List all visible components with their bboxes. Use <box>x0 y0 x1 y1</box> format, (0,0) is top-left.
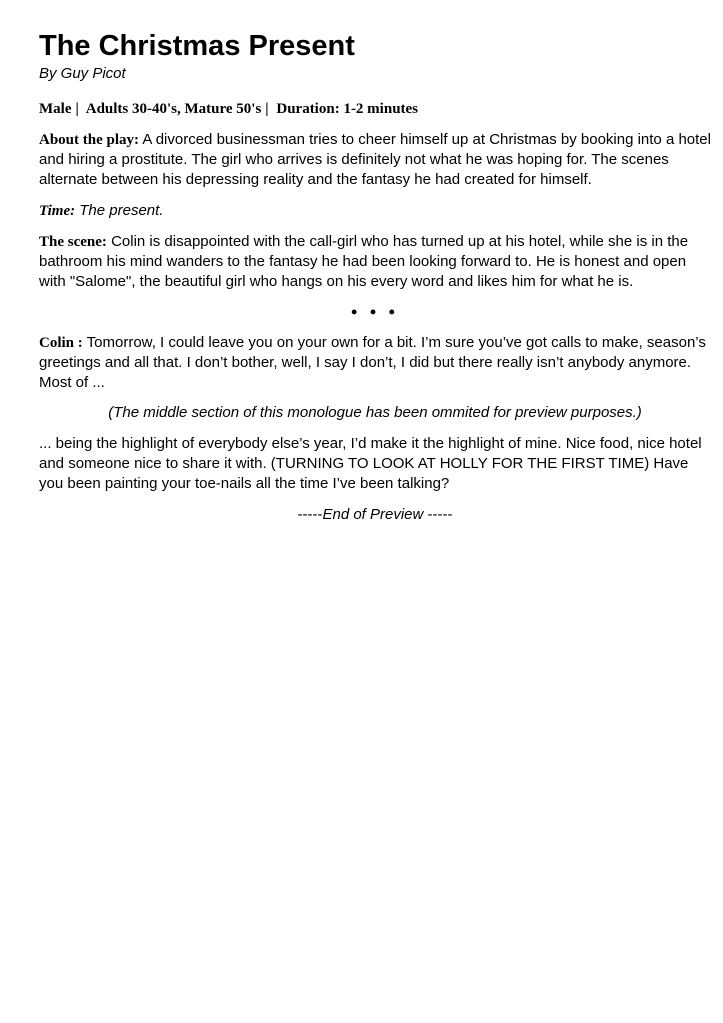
omission-note: (The middle section of this monologue has been ommited for preview purposes.) <box>108 404 642 421</box>
scene-label: The scene: <box>39 234 107 250</box>
time-paragraph <box>39 201 711 221</box>
end-suffix: ----- <box>423 506 453 523</box>
meta-separator: | <box>265 101 269 117</box>
monologue-closing: ... being the highlight of everybody else’s year, I’d make it the highlight of mine. Nice food, nice hotel and someone nice to share it with. (TURNING TO LOOK AT HOLLY FOR THE FIRST TIME) Have you been painting your toe-nails all the time I’ve been talking? <box>39 435 702 492</box>
end-of-preview <box>39 505 711 525</box>
casting-meta <box>39 99 711 119</box>
meta-gender: Male <box>39 101 72 117</box>
author-byline: By Guy Picot <box>39 65 126 82</box>
section-divider: • • • <box>351 302 399 322</box>
about-label: About the play: <box>39 132 140 148</box>
time-label: Time: <box>39 203 76 219</box>
about-paragraph <box>39 130 711 190</box>
end-label: End of Preview <box>322 506 424 523</box>
monologue-opening-text: Tomorrow, I could leave you on your own for a bit. I’m sure you’ve got calls to make, season’s greetings and all that. I don’t bother, well, I say I don’t, I did but there really isn’t anybody anymore. Most of ... <box>39 334 706 391</box>
time-text: The present. <box>79 202 164 219</box>
meta-separator: | <box>75 101 79 117</box>
meta-duration: Duration: 1-2 minutes <box>276 101 419 117</box>
end-prefix: ----- <box>297 506 323 523</box>
document-page <box>39 28 711 525</box>
speaker-label: Colin : <box>39 335 83 351</box>
monologue-opening <box>39 333 711 393</box>
about-text: A divorced businessman tries to cheer himself up at Christmas by booking into a hotel and hiring a prostitute. The girl who arrives is definitely not what he was hoping for. The scenes alternate between his depressing reality and the fantasy he had created for himself. <box>39 131 711 188</box>
scene-paragraph <box>39 232 711 292</box>
scene-text: Colin is disappointed with the call-girl who has turned up at his hotel, while she is in the bathroom his mind wanders to the fantasy he had been looking forward to. He is honest and open with "Salome", the beautiful girl who hangs on his every word and likes him for what he is. <box>39 233 689 290</box>
page-title: The Christmas Present <box>39 30 355 62</box>
meta-ages: Adults 30-40's, Mature 50's <box>85 101 262 117</box>
